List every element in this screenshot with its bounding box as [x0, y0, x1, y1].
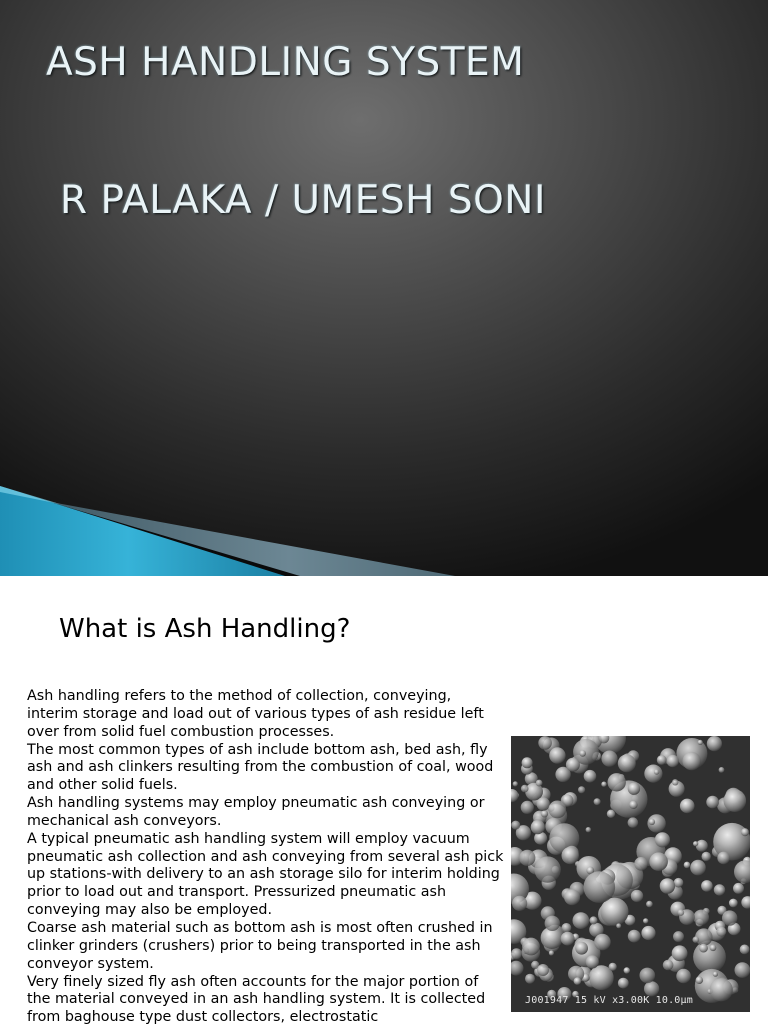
content-slide	[0, 576, 768, 1024]
paragraph-conveying-methods: Ash handling systems may employ pneumatic ash conveying or mechanical ash conveyors.	[27, 795, 485, 829]
paragraph-definition: Ash handling refers to the method of collection, conveying, interim storage and load out of various types of ash residue left over from solid fuel combustion processes.	[27, 688, 484, 740]
slide-body	[27, 688, 505, 1024]
slide-authors: R PALAKA / UMESH SONI	[60, 178, 546, 223]
slide-title: ASH HANDLING SYSTEM	[46, 40, 525, 85]
paragraph-coarse-ash: Coarse ash material such as bottom ash is most often crushed in clinker grinders (crushers) prior to being transported in the ash conveyor system.	[27, 919, 493, 972]
paragraph-fly-ash: Very finely sized fly ash often accounts for the major portion of the material conveyed in an ash handling system. It is collected from baghouse type dust collectors, electrostatic	[27, 973, 486, 1024]
micrograph-scale-caption: J001947 15 kV x3.00K 10.0µm	[525, 995, 693, 1006]
slide-heading: What is Ash Handling?	[59, 614, 351, 644]
decorative-swoosh	[0, 476, 768, 576]
fly-ash-micrograph-image	[511, 736, 750, 1012]
paragraph-pneumatic-system: A typical pneumatic ash handling system will employ vacuum pneumatic ash collection and ash conveying from several ash pick up stations-with delivery to an ash storage silo for interim holding prior to load out and transport. Pressurized pneumatic ash conveying may also be employed.	[27, 830, 504, 919]
paragraph-ash-types: The most common types of ash include bottom ash, bed ash, fly ash and ash clinkers resulting from the combustion of coal, wood and other solid fuels.	[27, 741, 494, 794]
